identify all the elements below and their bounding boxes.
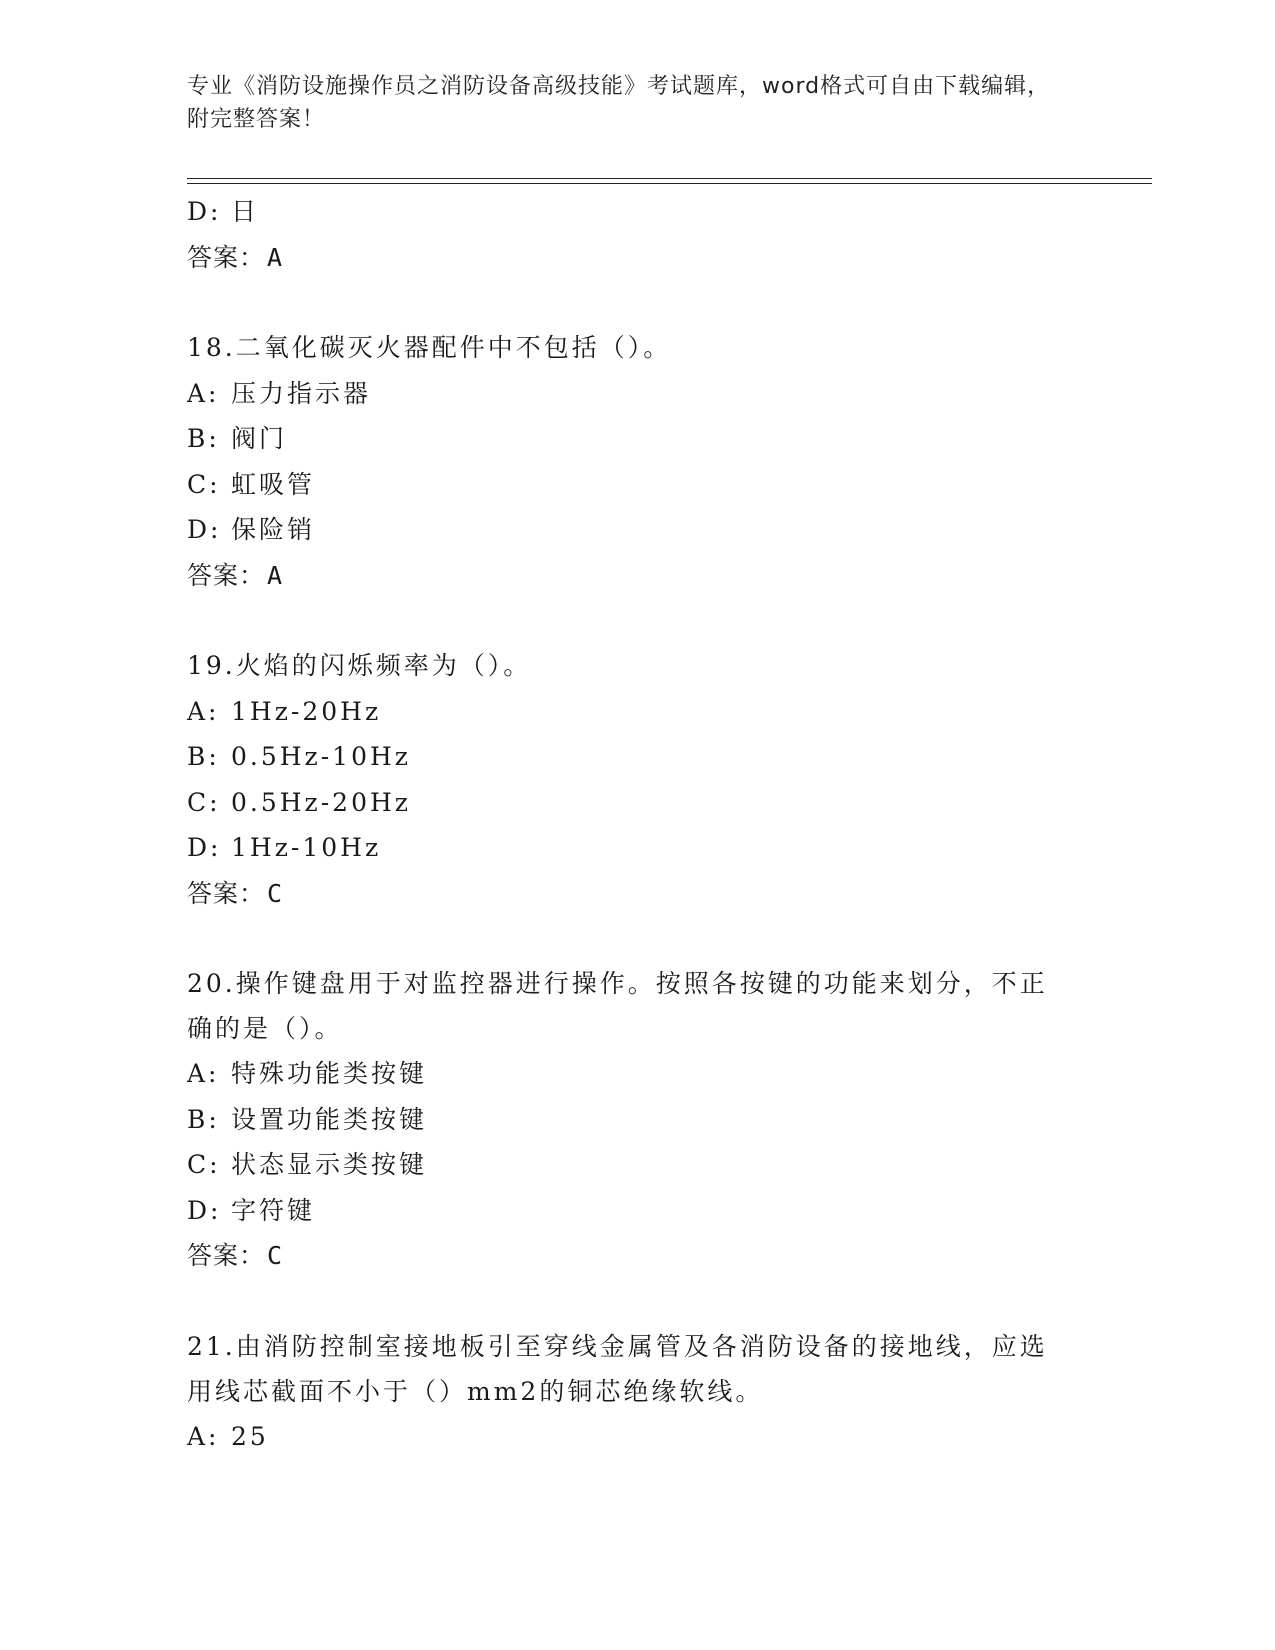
option-text: 压力指示器: [231, 378, 372, 408]
option-b: [187, 1097, 1087, 1143]
question-text: 由消防控制室接地板引至穿线金属管及各消防设备的接地线，应选用线芯截面不小于（）mm2的铜芯绝缘软线。: [187, 1331, 1048, 1406]
option-b: [187, 416, 1087, 462]
option-d: [187, 507, 1087, 553]
option-a: [187, 1051, 1087, 1097]
question-18: [187, 325, 1087, 371]
option-a: [187, 371, 1087, 417]
option-c: [187, 1142, 1087, 1188]
answer-line: [187, 871, 1087, 917]
option-letter: A:: [187, 1421, 220, 1451]
answer-label: 答案：: [187, 878, 266, 908]
option-d: [187, 1188, 1087, 1234]
option-c: [187, 462, 1087, 508]
option-letter: A:: [187, 696, 220, 726]
option-text: 0.5Hz-10Hz: [231, 742, 411, 771]
question-number: 18.: [187, 333, 236, 362]
option-letter: D:: [187, 1195, 222, 1225]
option-a: [187, 689, 1087, 735]
question-content: [187, 189, 1087, 1459]
option-text: 日: [231, 197, 260, 226]
option-text: 状态显示类按键: [231, 1150, 428, 1179]
option-text: 特殊功能类按键: [231, 1059, 428, 1088]
option-text: 虹吸管: [231, 469, 316, 499]
option-letter: B:: [187, 1104, 220, 1134]
answer-line: [187, 553, 1087, 599]
option-d: [187, 825, 1087, 871]
option-letter: C:: [187, 787, 221, 817]
option-text: 25: [231, 1421, 269, 1451]
option-text: 1Hz-10Hz: [231, 833, 382, 862]
answer-label: 答案：: [187, 1241, 266, 1270]
answer-value: C: [267, 878, 284, 908]
spacer: [187, 280, 1087, 325]
answer-label: 答案：: [187, 560, 266, 590]
option-letter: A:: [187, 378, 220, 408]
question-21: [187, 1324, 1067, 1414]
option-d: [187, 189, 1087, 235]
answer-label: 答案：: [187, 242, 266, 272]
question-number: 20.: [187, 969, 236, 998]
answer-value: A: [267, 242, 284, 272]
option-letter: C:: [187, 1150, 221, 1179]
option-letter: D:: [187, 833, 222, 862]
option-letter: D:: [187, 197, 222, 226]
spacer: [187, 916, 1087, 961]
question-19: [187, 643, 1087, 689]
option-text: 1Hz-20Hz: [231, 696, 382, 726]
question-text: 操作键盘用于对监控器进行操作。按照各按键的功能来划分，不正确的是（）。: [187, 969, 1048, 1043]
option-text: 保险销: [231, 515, 316, 544]
question-20: [187, 961, 1067, 1051]
spacer: [187, 598, 1087, 643]
option-text: 阀门: [231, 424, 288, 453]
option-letter: B:: [187, 742, 220, 771]
answer-line: [187, 1233, 1087, 1279]
option-b: [187, 734, 1087, 780]
option-text: 0.5Hz-20Hz: [231, 787, 411, 817]
question-text: 二氧化碳灭火器配件中不包括（）。: [235, 333, 672, 362]
option-text: 设置功能类按键: [231, 1104, 428, 1134]
header-rule-top: [187, 178, 1152, 179]
option-text: 字符键: [231, 1195, 316, 1225]
option-c: [187, 780, 1087, 826]
option-letter: B:: [187, 424, 220, 453]
answer-value: A: [267, 560, 284, 590]
option-letter: A:: [187, 1059, 220, 1088]
question-number: 19.: [187, 651, 236, 680]
option-letter: D:: [187, 515, 222, 544]
document-header: 专业《消防设施操作员之消防设备高级技能》考试题库，word格式可自由下载编辑，附完整答案！: [187, 74, 1051, 132]
answer-line: [187, 235, 1087, 281]
question-number: 21.: [187, 1331, 236, 1361]
option-letter: C:: [187, 469, 221, 499]
answer-value: C: [267, 1241, 284, 1270]
header-rule-bottom: [187, 183, 1152, 184]
question-text: 火焰的闪烁频率为（）。: [235, 651, 532, 680]
option-a: [187, 1414, 1087, 1460]
spacer: [187, 1279, 1087, 1324]
